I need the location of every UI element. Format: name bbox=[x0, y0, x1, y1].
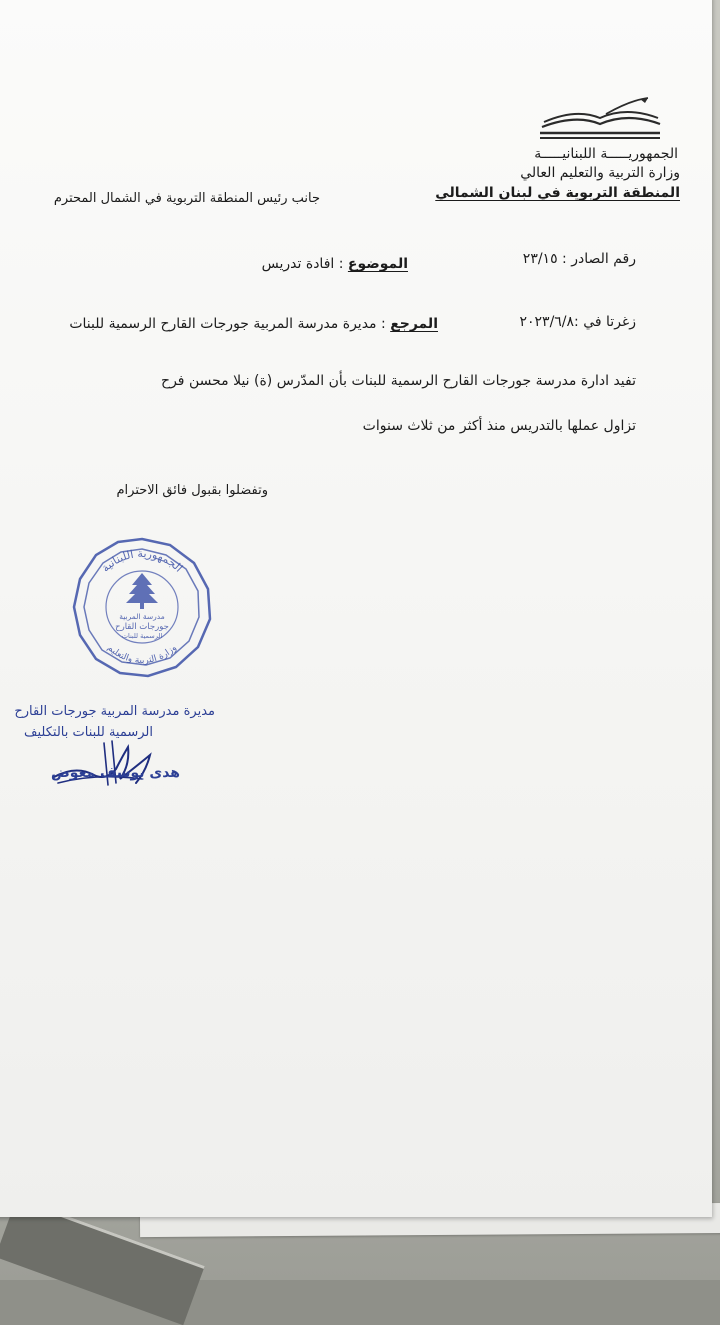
signatory-title-1: مديرة مدرسة المربية جورجات القارح bbox=[14, 704, 215, 719]
signatory-name: هدى يوسف معوض bbox=[50, 765, 180, 781]
stamp-bottom-text: وزارة التربية والتعليم bbox=[105, 643, 179, 667]
recipient-line: جانب رئيس المنطقة التربوية في الشمال المحترم bbox=[53, 191, 320, 206]
closing-line: وتفضلوا بقبول فائق الاحترام bbox=[116, 483, 268, 498]
stamp-center-line-1: مدرسة المربية bbox=[119, 612, 165, 621]
reference-label: المرجع bbox=[390, 316, 438, 332]
place-date: زغرتا في :٢٠٢٣/٦/٨ bbox=[519, 314, 636, 330]
letterhead-republic: الجمهوريـــــة اللبنانيـــــة bbox=[534, 146, 678, 162]
stamp-top-text: الجمهورية اللبنانية bbox=[98, 546, 186, 575]
letterhead-ministry: وزارة التربية والتعليم العالي bbox=[520, 165, 680, 181]
subject-label: الموضوع bbox=[347, 256, 408, 272]
body-line-2: تزاول عملها بالتدريس منذ أكثر من ثلاث سنوات bbox=[362, 418, 636, 434]
issue-number: رقم الصادر : ٢٣/١٥ bbox=[522, 251, 636, 267]
body-line-1: تفيد ادارة مدرسة جورجات القارح الرسمية للبنات بأن المدّرس (ة) نيلا محسن فرح bbox=[161, 373, 636, 389]
signatory-title-2: الرسمية للبنات بالتكليف bbox=[24, 725, 153, 740]
reference-line bbox=[69, 316, 438, 332]
stamp-center-line-3: الرسمية للبنات bbox=[121, 632, 163, 640]
school-stamp-icon bbox=[70, 535, 215, 680]
svg-text:وزارة التربية والتعليم bbox=[105, 643, 179, 666]
subject-value: : افادة تدريس bbox=[261, 256, 348, 272]
subject-line bbox=[262, 256, 408, 272]
open-book-logo-icon bbox=[536, 96, 664, 142]
letterhead-region: المنطقة التربوية في لبنان الشمالي bbox=[435, 185, 680, 201]
reference-value: : مديرة مدرسة المربية جورجات القارح الرسمية للبنات bbox=[69, 316, 391, 332]
stamp-center-line-2: جورجات القارح bbox=[115, 622, 169, 632]
